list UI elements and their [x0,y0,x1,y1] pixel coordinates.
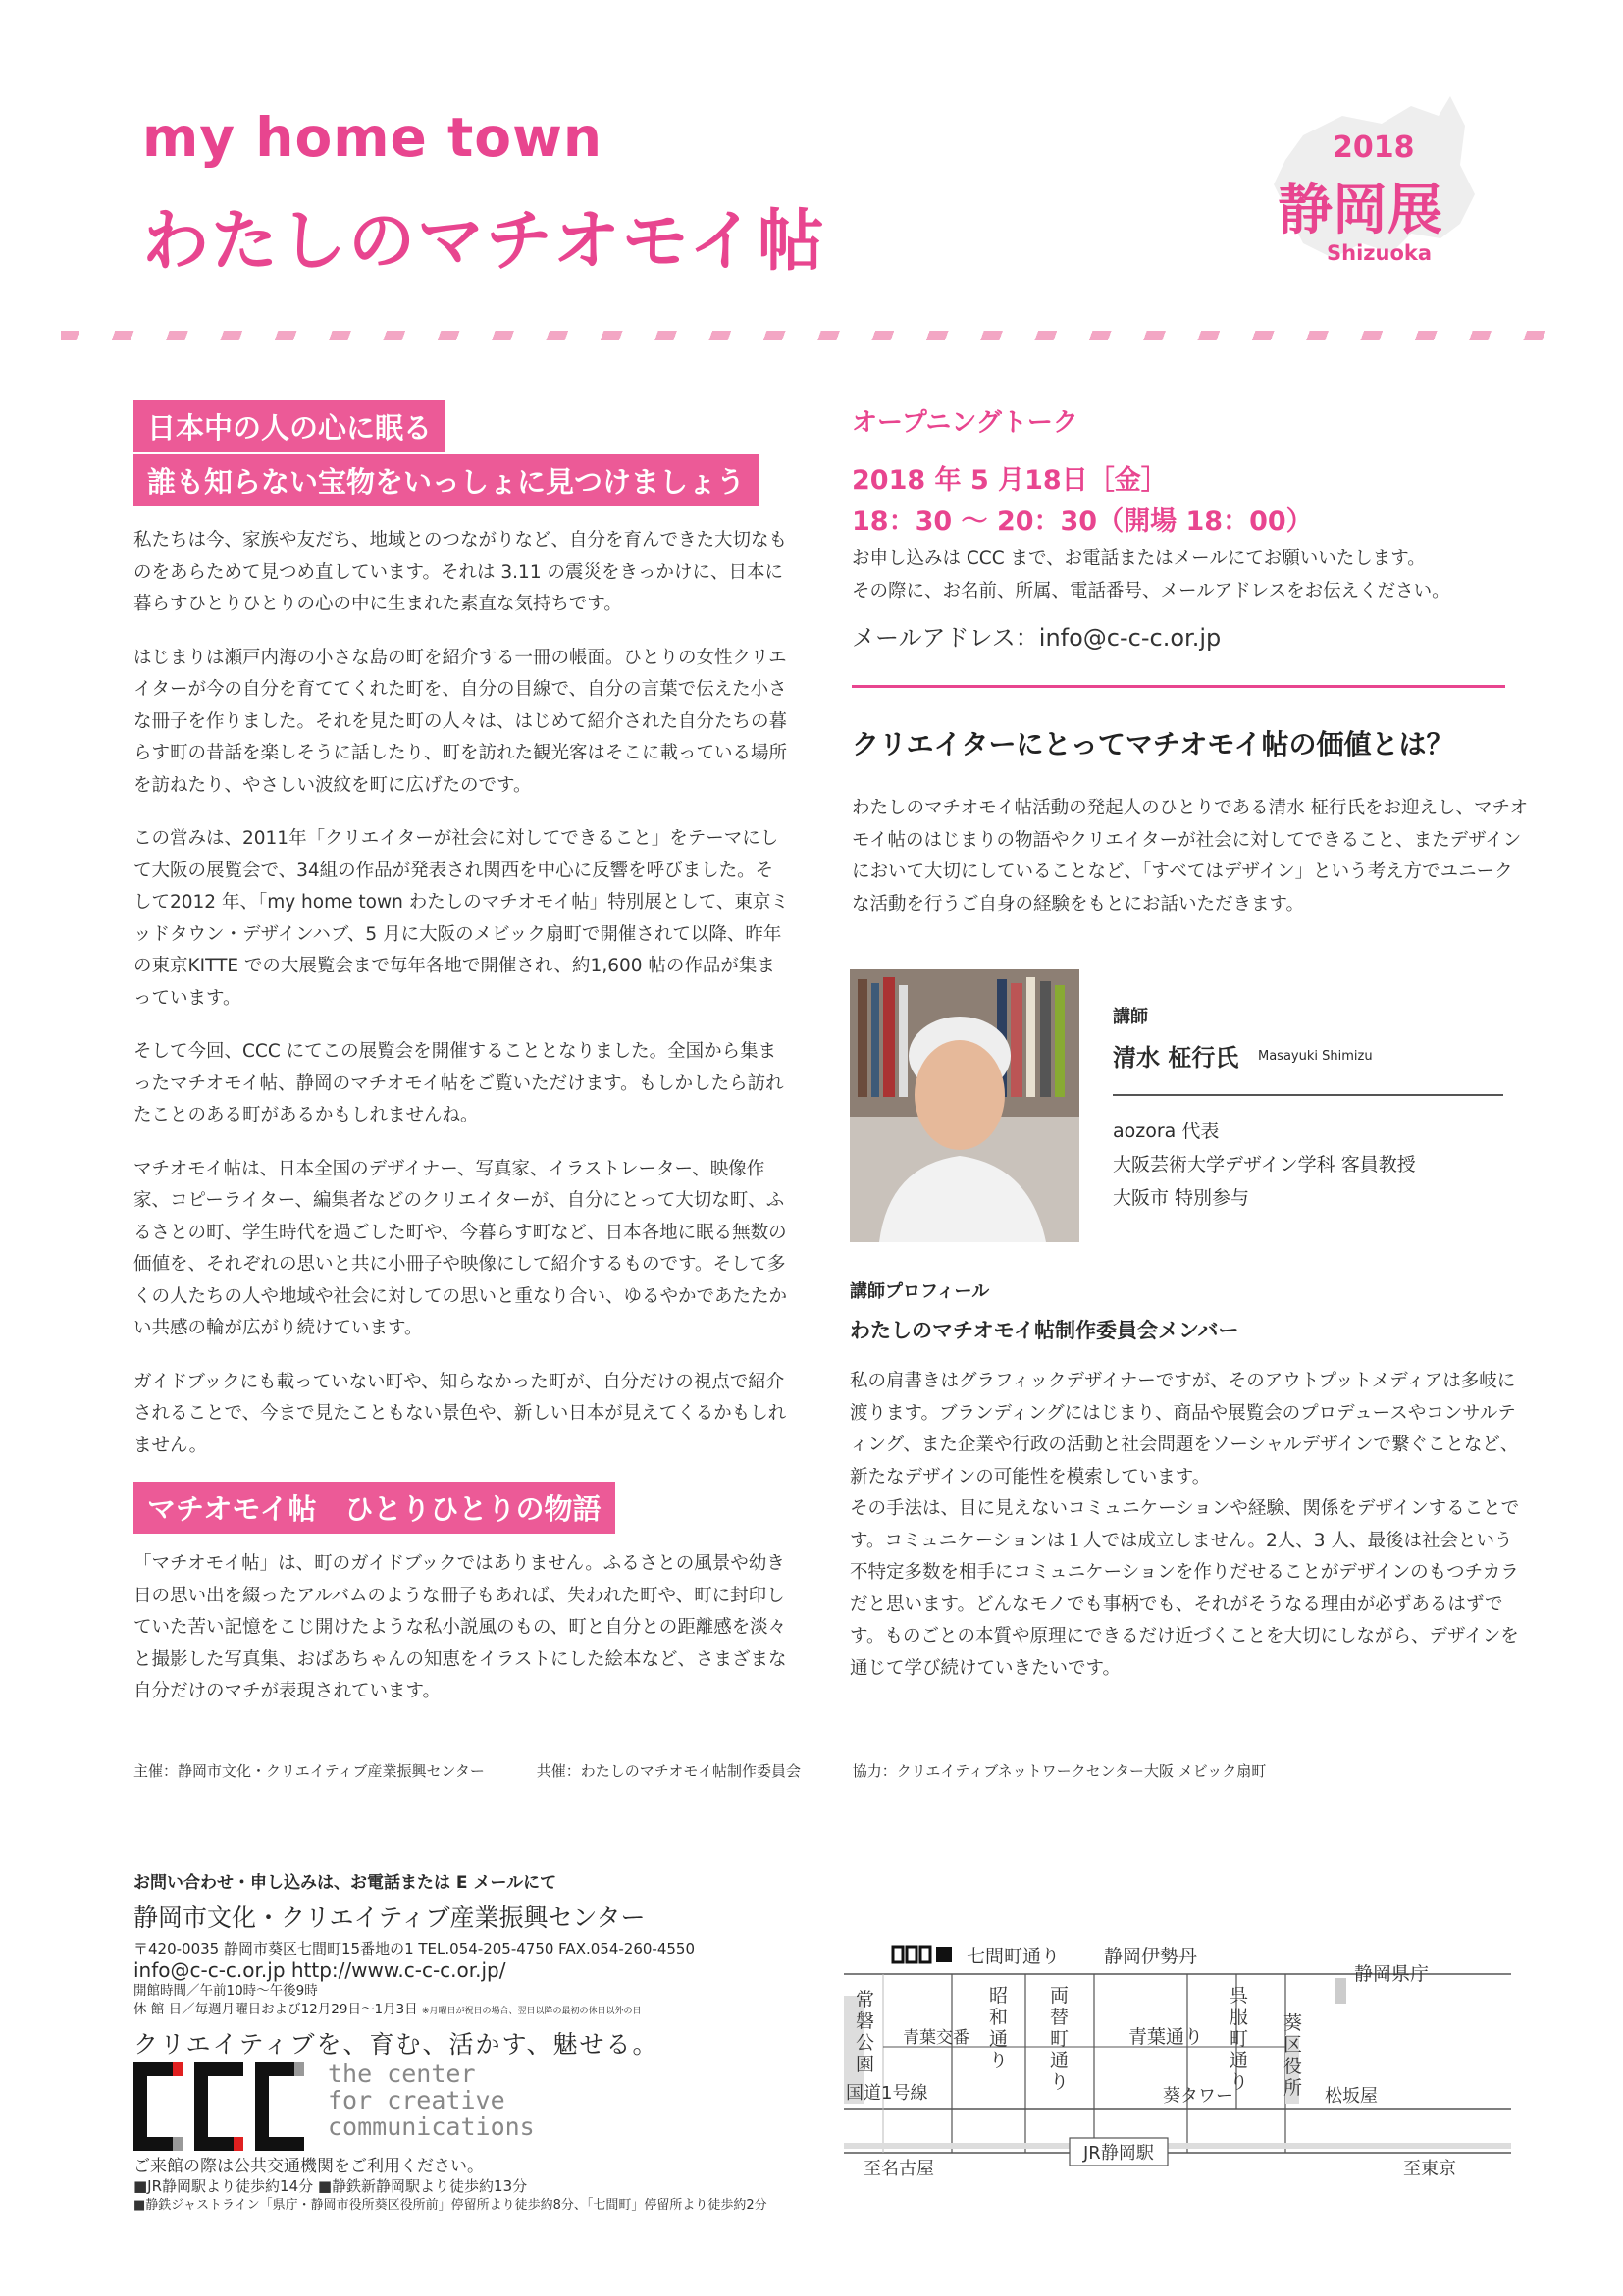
access-note: ご来館の際は公共交通機関をご利用ください。 [133,2157,484,2176]
contact-web[interactable]: info@c-c-c.or.jp http://www.c-c-c.or.jp/ [133,1958,506,1982]
opening-email: メールアドレス：info@c-c-c.or.jp [852,624,1222,652]
opening-time: 18：30 〜 20：30（開場 18：00） [852,506,1313,537]
map-label-matsuzakaya: 松坂屋 [1325,2086,1378,2107]
intro-paragraph: この営みは、2011年「クリエイターが社会に対してできること」をテーマにして大阪の展覧会で、34組の作品が発表され関西を中心に反響を呼びました。そして2012 年、「my home town わたしのマチオモイ帖」特別展として、東京ミッドタウン・デザインハブ、5 月に大阪のメビック扇町で開催されて以降、昨年の東京KITTE での大展覧会まで毎年各地で開催され、約1,600 帖の作品が集まっています。 [133,828,789,1009]
intro-paragraph: マチオモイ帖は、日本全国のデザイナー、写真家、イラストレーター、映像作家、コピーライター、編集者などのクリエイターが、自分にとって大切な町、ふるさとの町、学生時代を過ごした町や、今暮らす町など、日本各地に眠る無数の価値を、それぞれの思いと共に小冊子や映像にして紹介するものです。そして多くの人たちの人や地域や社会に対しての思いと重なり合い、ゆるやかであたたかい共感の輪が広がり続けています。 [133,1158,788,1338]
profile-role: わたしのマチオモイ帖制作委員会メンバー [850,1319,1239,1342]
badge-en: Shizuoka [1327,241,1433,265]
map-ccc-marker [893,1947,952,1962]
map-label-aoba-koban: 青葉交番 [903,2028,969,2048]
intro-paragraph: 私たちは今、家族や友だち、地域とのつながりなど、自分を育んできた大切なものをあらためて見つめ直しています。それは 3.11 の震災をきっかけに、日本に暮らすひとりひとりの心の中に生まれた素直な気持ちです。 [133,530,788,614]
map-label-aoi-ward: 葵区役所 [1283,2012,1303,2099]
opening-info [852,544,1539,607]
access-info [133,2157,879,2216]
opening-talk-title: オープニングトーク [852,408,1078,438]
slogan: クリエイティブを、育む、活かす、魅せる。 [133,2030,659,2059]
story-heading: マチオモイ帖 ひとりひとりの物語 [133,1482,615,1534]
contact-address: 〒420-0035 静岡市葵区七間町15番地の1 TEL.054-205-4750 FAX.054-260-4550 [133,1940,695,1957]
map-label-ryougae: 両替町通り [1050,1985,1070,2093]
contact-closed-note: ※月曜日が祝日の場合、翌日以降の最初の休日以外の日 [421,2007,642,2016]
access-line: ■JR静岡駅より徒歩約14分 ■静鉄新静岡駅より徒歩約13分 [133,2177,528,2195]
lecturer-roles [1113,1115,1505,1215]
shizuoka-badge [1264,77,1480,283]
intro-body [133,525,789,1484]
ccc-logo [133,2062,310,2151]
map-label-showa: 昭和通り [989,1985,1009,2071]
value-text: わたしのマチオモイ帖活動の発起人のひとりである清水 柾行氏をお迎えし、マチオモイ帖のはじまりの物語やクリエイターが社会に対してできること、またデザインにおいて大切にしていることなど、「すべてはデザイン」という考え方でユニークな活動を行うご自身の経験をもとにお話いただきます。 [852,798,1529,914]
divider [852,685,1505,688]
lecturer-role: aozora 代表 [1113,1121,1220,1142]
contact-lead: お問い合わせ・申し込みは、お電話または E メールにて [133,1873,557,1893]
profile-paragraph: 私の肩書きはグラフィックデザイナーですが、そのアウトプットメディアは多岐に渡ります。ブランディングにはじまり、商品や展覧会のプロデュースやコンサルティング、また企業や行政の活動と社会問題をソーシャルデザインで繋ぐことなど、新たなデザインの可能性を模索しています。 [850,1371,1519,1487]
lecturer-divider [1113,1094,1503,1096]
map-label-to-tokyo: 至東京 [1403,2159,1456,2179]
ccc-logo-text [328,2061,535,2140]
ccc-logo-line: communications [328,2113,535,2141]
intro-heading-2: 誰も知らない宝物をいっしょに見つけましょう [133,454,759,506]
map-label-tokiwa-park: 常磐公園 [856,1989,875,2075]
profile-label: 講師プロフィール [850,1281,990,1302]
title-jp: わたしのマチオモイ帖 [142,203,826,281]
access-map [844,1937,1511,2182]
contact-org: 静岡市文化・クリエイティブ産業振興センター [133,1904,646,1932]
opening-date: 2018 年 5 月18日［金］ [852,465,1168,496]
contact-block [133,1868,820,2021]
lecturer-role: 大阪市 特別参与 [1113,1187,1250,1209]
story-text: 「マチオモイ帖」は、町のガイドブックではありません。ふるさとの風景や幼き日の思い出を綴ったアルバムのような冊子もあれば、失われた町や、町に封印していた苦い記憶をこじ開けたような私小説風のもの、町と自分との距離感を淡々と撮影した写真集、おばあちゃんの知恵をイラストにした絵本など、さまざまな自分だけのマチが表現されています。 [133,1553,787,1701]
map-label-aoba: 青葉通り [1128,2026,1204,2048]
ccc-logo-line: the center [328,2060,476,2088]
decorative-stripe [61,331,1562,340]
profile-text [850,1366,1527,1685]
intro-paragraph: はじまりは瀬戸内海の小さな島の町を紹介する一冊の帳面。ひとりの女性クリエイターが今の自分を育ててくれた町を、自分の目線で、自分の言葉で伝えた小さな冊子を作りました。それを見た町の人々は、はじめて紹介された自分たちの暮らす町の昔話を楽しそうに話したり、町を訪れた観光客はそこに載っている場所を訪ねたり、やさしい波紋を町に広げたのです。 [133,647,788,796]
badge-year: 2018 [1333,130,1415,165]
map-roads [844,1974,1511,2166]
lecturer-photo [850,969,1079,1242]
opening-info-line: その際に、お名前、所属、電話番号、メールアドレスをお伝えください。 [852,580,1450,601]
map-label-gofuku: 呉服町通り [1230,1985,1249,2093]
map-label-kenchou: 静岡県庁 [1354,1963,1430,1985]
map-label-route1: 国道1号線 [846,2083,928,2104]
profile-paragraph: その手法は、目に見えないコミュニケーションや経験、関係をデザインすることです。コミュニケーションは１人では成立しません。2人、3 人、最後は社会という不特定多数を相手にコミュニケーションを作りだせることがデザインのもつチカラだと思います。どんなモノでも事柄でも、それがそうなる理由が必ずあるはずです。ものごとの本質や原理にできるだけ近づくことを大切にしながら、デザインを通じて学び続けていきたいです。 [850,1498,1520,1679]
lecturer-name: 清水 柾行氏 [1113,1044,1239,1071]
opening-info-line: お申し込みは CCC まで、お電話またはメールにてお願いいたします。 [852,548,1426,569]
intro-heading-1: 日本中の人の心に眠る [133,400,445,452]
contact-closed [133,2001,820,2021]
lecturer-label: 講師 [1113,1007,1148,1027]
contact-closed-days: 休 館 日／毎週月曜日および12月29日〜1月3日 [133,2002,418,2017]
sponsor-cohost: 共催：わたしのマチオモイ帖制作委員会 [536,1762,801,1780]
lecturer-name-roman: Masayuki Shimizu [1258,1049,1373,1064]
map-label-to-nagoya: 至名古屋 [864,2159,934,2179]
ccc-logo-line: for creative [328,2086,505,2114]
map-label-shichikenchou: 七間町通り [967,1946,1061,1967]
intro-paragraph: ガイドブックにも載っていない町や、知らなかった町が、自分だけの視点で紹介されることで、今まで見たこともない景色や、新しい日本が見えてくるかもしれません。 [133,1371,787,1456]
sponsors [133,1760,1527,1781]
map-label-isetan: 静岡伊勢丹 [1104,1946,1198,1967]
sponsor-cooperation: 協力：クリエイティブネットワークセンター大阪 メビック扇町 [852,1762,1267,1780]
title-en: my home town [142,106,603,169]
intro-paragraph: そして今回、CCC にてこの展覧会を開催することとなりました。全国から集まったマチオモイ帖、静岡のマチオモイ帖をご覧いただけます。もしかしたら訪れたことのある町があるかもしれませんね。 [133,1041,784,1125]
contact-hours: 開館時間／午前10時〜午後9時 [133,1983,318,1999]
access-line: ■静鉄ジャストライン「県庁・静岡市役所葵区役所前」停留所より徒歩約8分、「七間町」停留所より徒歩約2分 [133,2198,767,2213]
value-title: クリエイターにとってマチオモイ帖の価値とは？ [852,728,1454,760]
map-label-aoi-tower: 葵タワー [1163,2086,1233,2107]
badge-name: 静岡展 [1278,179,1442,242]
lecturer-role: 大阪芸術大学デザイン学科 客員教授 [1113,1154,1416,1175]
sponsor-organizer: 主催：静岡市文化・クリエイティブ産業振興センター [133,1762,485,1780]
map-label-jr-station: JR静岡駅 [1083,2143,1154,2164]
